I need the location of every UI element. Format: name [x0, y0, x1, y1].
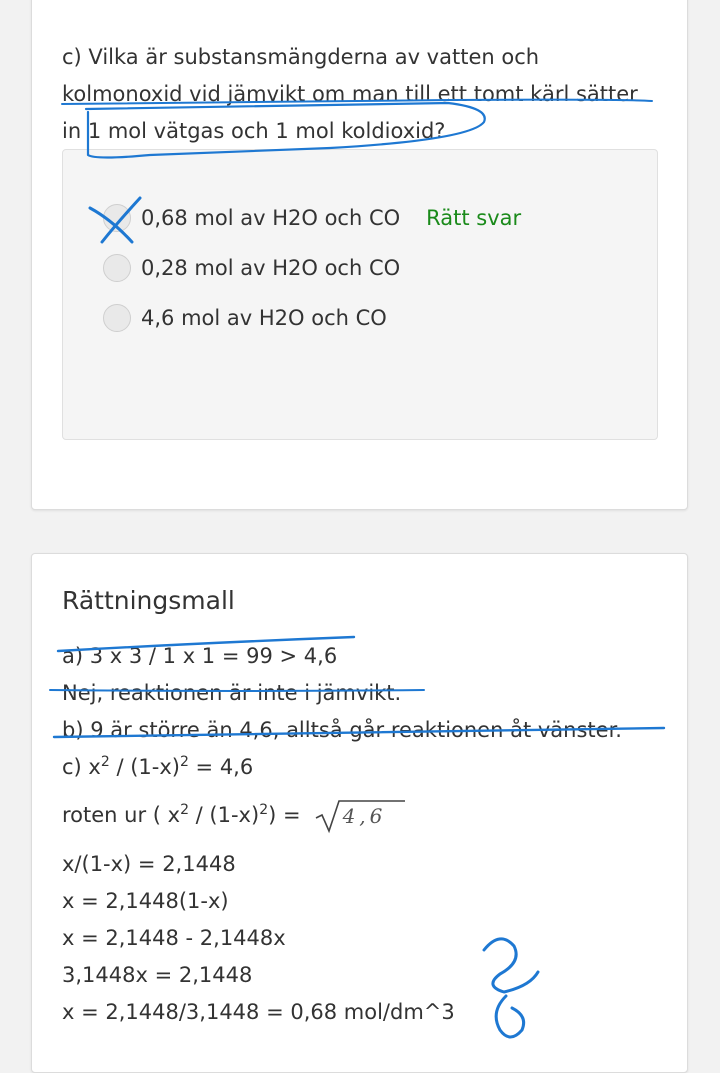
solution-line-root [62, 798, 407, 834]
options-box [62, 149, 658, 440]
option-2[interactable] [103, 252, 400, 284]
grading-card [31, 553, 688, 1073]
solution-line-b: b) 9 är större än 4,6, alltså går reaktionen åt vänster. [62, 718, 622, 742]
radio-button[interactable] [103, 254, 131, 282]
option-label: 4,6 mol av H2O och CO [141, 306, 387, 330]
root-prefix: roten ur ( x [62, 803, 181, 827]
solution-step-3: x = 2,1448 - 2,1448x [62, 926, 286, 950]
option-3[interactable] [103, 302, 387, 334]
exponent: 2 [259, 802, 269, 818]
root-suffix: ) = [268, 803, 301, 827]
exponent: 2 [180, 802, 189, 818]
exponent: 2 [179, 754, 189, 770]
line-c-prefix: c) x [62, 755, 101, 779]
option-label: 0,68 mol av H2O och CO [141, 206, 401, 230]
radio-button[interactable] [103, 304, 131, 332]
square-root-expression [313, 798, 407, 834]
question-card [31, 0, 688, 510]
solution-step-5: x = 2,1448/3,1448 = 0,68 mol/dm^3 [62, 1000, 455, 1024]
question-text: c) Vilka är substansmängderna av vatten och kolmonoxid vid jämvikt om man till ett tomt kärl sätter in 1 mol vätgas och 1 mol koldioxid? [62, 45, 638, 143]
radicand: 4,6 [342, 804, 387, 828]
radio-button[interactable] [103, 204, 131, 232]
option-1[interactable] [103, 202, 521, 234]
option-label: 0,28 mol av H2O och CO [141, 256, 401, 280]
solution-line-a2: Nej, reaktionen är inte i jämvikt. [62, 681, 402, 705]
solution-line-c [62, 753, 253, 781]
solution-step-4: 3,1448x = 2,1448 [62, 963, 253, 987]
exponent: 2 [100, 754, 110, 770]
solution-step-2: x = 2,1448(1-x) [62, 889, 229, 913]
line-c-mid: / (1-x) [109, 755, 180, 779]
solution-step-1: x/(1-x) = 2,1448 [62, 852, 236, 876]
correct-answer-label: Rätt svar [426, 206, 522, 230]
solution-line-a: a) 3 x 3 / 1 x 1 = 99 > 4,6 [62, 644, 338, 668]
line-c-suffix: = 4,6 [188, 755, 254, 779]
grading-title: Rättningsmall [62, 586, 235, 615]
root-mid: / (1-x) [189, 803, 260, 827]
